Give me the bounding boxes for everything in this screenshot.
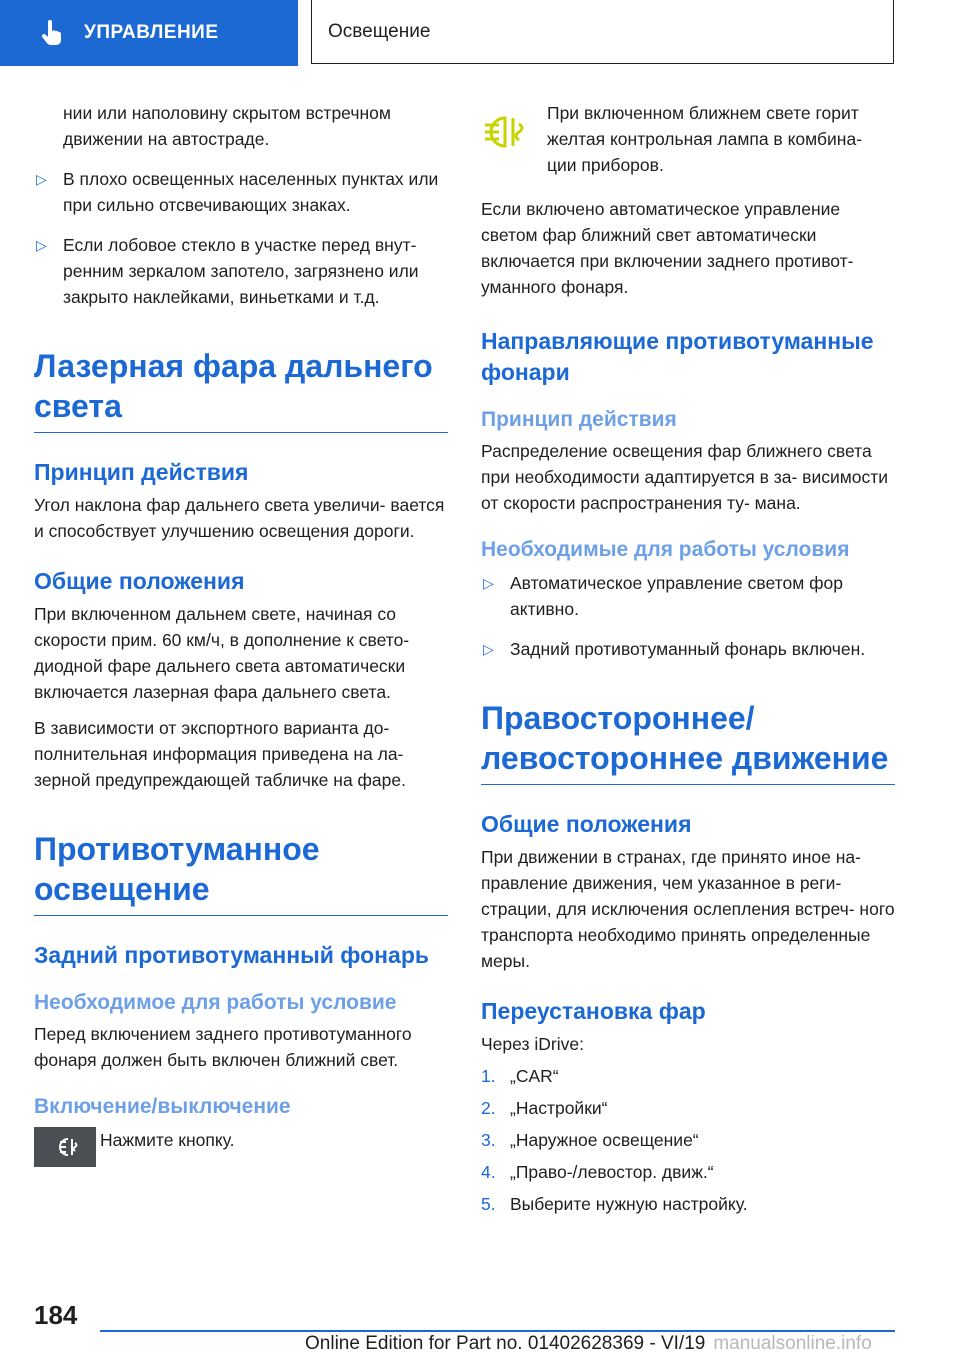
triangle-bullet-icon: ▷ — [36, 237, 47, 253]
idrive-text: Через iDrive: — [481, 1034, 584, 1054]
rear-fog-heading: Задний противотуманный фонарь — [34, 942, 430, 968]
hand-pointer-icon — [40, 20, 66, 46]
fog-section-title: Противотуманное освещение — [34, 829, 448, 916]
intro-continuation: нии или наполовину скрытом встречном движении на автостраде. — [63, 103, 391, 149]
left-column — [34, 100, 448, 1171]
triangle-bullet-icon: ▷ — [483, 575, 494, 591]
list-item: 5. Выберите нужную настройку. — [481, 1194, 748, 1214]
on-off-heading: Включение/выключение — [34, 1095, 291, 1118]
list-item: ▷ Задний противотуманный фонарь включен. — [481, 636, 895, 662]
triangle-bullet-icon: ▷ — [483, 641, 494, 657]
adaptive-conditions-list — [481, 570, 895, 662]
triangle-bullet-icon: ▷ — [36, 171, 47, 187]
laser-general-text: При включенном дальнем свете, начиная со скорости прим. 60 км/ч, в дополнение к свето- диодной фаре дальнего света автоматически включается лазерная фара дальнего света. — [34, 604, 410, 702]
page-header — [0, 0, 960, 66]
list-item: 1. „CAR“ — [481, 1066, 559, 1086]
list-item: 2. „Настройки“ — [481, 1098, 608, 1118]
laser-section-title: Лазерная фара дальнего света — [34, 346, 448, 433]
nav-tab-control[interactable] — [0, 0, 298, 66]
rear-fog-button-icon — [34, 1127, 96, 1172]
steps-list — [481, 1063, 895, 1217]
list-item: 4. „Право-/левостор. движ.“ — [481, 1162, 714, 1182]
list-item: ▷ Если лобовое стекло в участке перед внут- ренним зеркалом запотело, загрязнено или закрыто наклейками, виньетками и т.д. — [34, 232, 448, 310]
footer-edition — [305, 1333, 872, 1355]
traffic-general-text: При движении в странах, где принято иное на- правление движения, чем указанное в реги- страции, для исключения ослепления встреч- ного транспорта необходимо принять определенные меры. — [481, 847, 895, 971]
laser-general-heading: Общие положения — [34, 568, 245, 594]
section-tab — [311, 0, 894, 64]
laser-principle-text: Угол наклона фар дальнего света увеличи- вается и способствует улучшению освещения дороги. — [34, 495, 445, 541]
nav-tab-label: УПРАВЛЕНИЕ — [84, 22, 219, 43]
conditions-list — [34, 166, 448, 310]
adaptive-principle-text: Распределение освещения фар ближнего света при необходимости адаптируется в за- висимости от скорости распространения ту- мана. — [481, 441, 889, 513]
on-off-text: Нажмите кнопку. — [100, 1130, 235, 1150]
headlight-adjust-heading: Переустановка фар — [481, 998, 706, 1024]
list-item: ▷ Автоматическое управление светом фор активно. — [481, 570, 895, 622]
edition-text: Online Edition for Part no. 01402628369 - VI/19 — [305, 1333, 706, 1354]
adaptive-condition-heading: Необходимые для работы условия — [481, 538, 850, 561]
indicator-text: При включенном ближнем свете горит желтая контрольная лампа в комбина- ции приборов. — [547, 103, 863, 175]
traffic-general-heading: Общие положения — [481, 811, 692, 837]
rear-fog-condition-heading: Необходимое для работы условие — [34, 991, 397, 1014]
rear-fog-condition-text: Перед включением заднего противотуманного фонаря должен быть включен ближний свет. — [34, 1024, 412, 1070]
watermark-text: manualsonline.info — [713, 1333, 872, 1354]
section-tab-label: Освещение — [328, 20, 431, 42]
indicator-row — [481, 100, 895, 178]
auto-light-text: Если включено автоматическое управление светом фар ближний свет автоматически включается при включении заднего противот- уманного фонаря. — [481, 199, 854, 297]
rear-fog-indicator-icon — [481, 112, 533, 157]
laser-export-text: В зависимости от экспортного варианта до- полнительная информация приведена на ла- зерной предупреждающей табличке на фаре. — [34, 718, 406, 790]
traffic-section-title: Правостороннее/ левостороннее движение — [481, 698, 895, 785]
laser-principle-heading: Принцип действия — [34, 459, 249, 485]
page-number: 184 — [34, 1300, 78, 1330]
footer-divider — [100, 1330, 895, 1332]
adaptive-principle-heading: Принцип действия — [481, 408, 677, 431]
adaptive-fog-heading: Направляющие противотуманные фонари — [481, 328, 874, 385]
list-item: ▷ В плохо освещенных населенных пунктах или при сильно отсвечивающих знаках. — [34, 166, 448, 218]
right-column — [481, 100, 895, 1217]
list-item: 3. „Наружное освещение“ — [481, 1130, 699, 1150]
on-off-row — [34, 1127, 448, 1171]
